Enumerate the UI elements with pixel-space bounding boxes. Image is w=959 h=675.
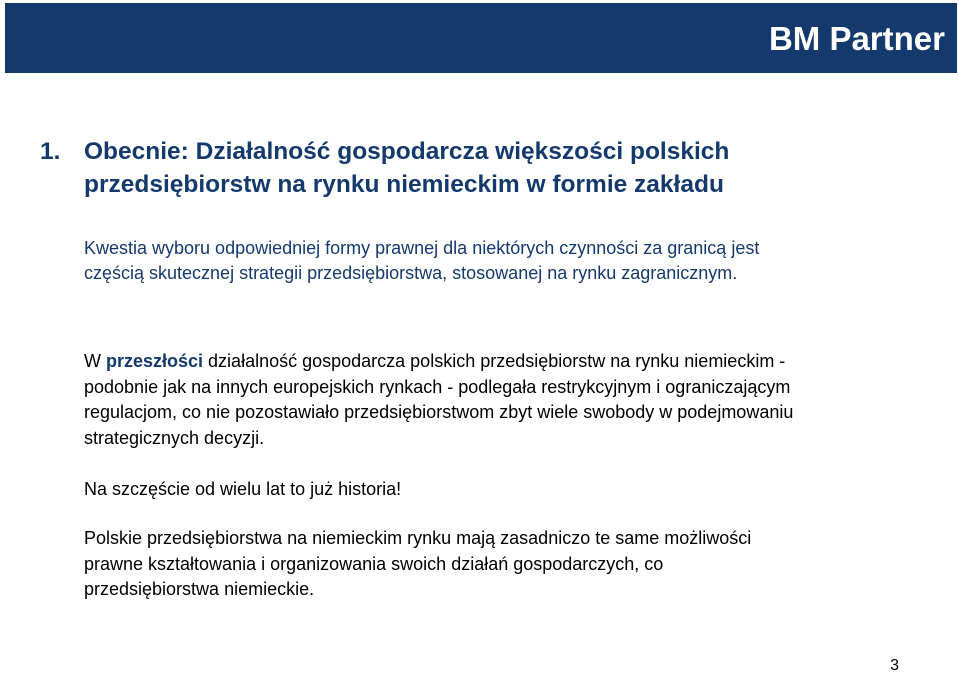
title-line-2: przedsiębiorstw na rynku niemieckim w formie zakładu [84, 171, 724, 198]
para3-line-1: Polskie przedsiębiorstwa na niemieckim rynku mają zasadniczo te same możliwości [84, 528, 752, 548]
intro-line-1: Kwestia wyboru odpowiedniej formy prawnej dla niektórych czynności za granicą jest [84, 238, 760, 258]
para1-line-4: strategicznych decyzji. [84, 427, 265, 448]
para1-prefix: W [84, 351, 106, 371]
history-paragraph [84, 349, 934, 451]
intro-line-2: częścią skutecznej strategii przedsiębiorstwa, stosowanej na rynku zagranicznym. [84, 263, 738, 283]
intro-paragraph [84, 236, 914, 286]
opportunities-paragraph [84, 526, 934, 603]
slide-title [40, 135, 940, 201]
para1-line-3: regulacjom, co nie pozostawiało przedsiębiorstwom zbyt wiele swobody w podejmowaniu [84, 402, 794, 422]
title-number: 1. [40, 138, 61, 165]
page-number: 3 [890, 657, 899, 674]
para1-line-2: podobnie jak na innych europejskich rynkach - podlegała restrykcyjnym i ograniczającym [84, 376, 791, 397]
para3-line-2: prawne kształtowania i organizowania swoich działań gospodarczych, co [84, 553, 664, 574]
para3-line-3: przedsiębiorstwa niemieckie. [84, 579, 315, 599]
brand-name: BM Partner [768, 20, 945, 57]
history-note [84, 477, 934, 503]
para2-line-1: Na szczęście od wielu lat to już historia! [84, 479, 402, 499]
para1-line-1-rest: działalność gospodarcza polskich przedsiębiorstw na rynku niemieckim - [203, 351, 786, 371]
title-line-1: Obecnie: Działalność gospodarcza większości polskich [84, 138, 730, 165]
para1-emphasis: przeszłości [106, 351, 204, 371]
header-bar [5, 3, 957, 73]
